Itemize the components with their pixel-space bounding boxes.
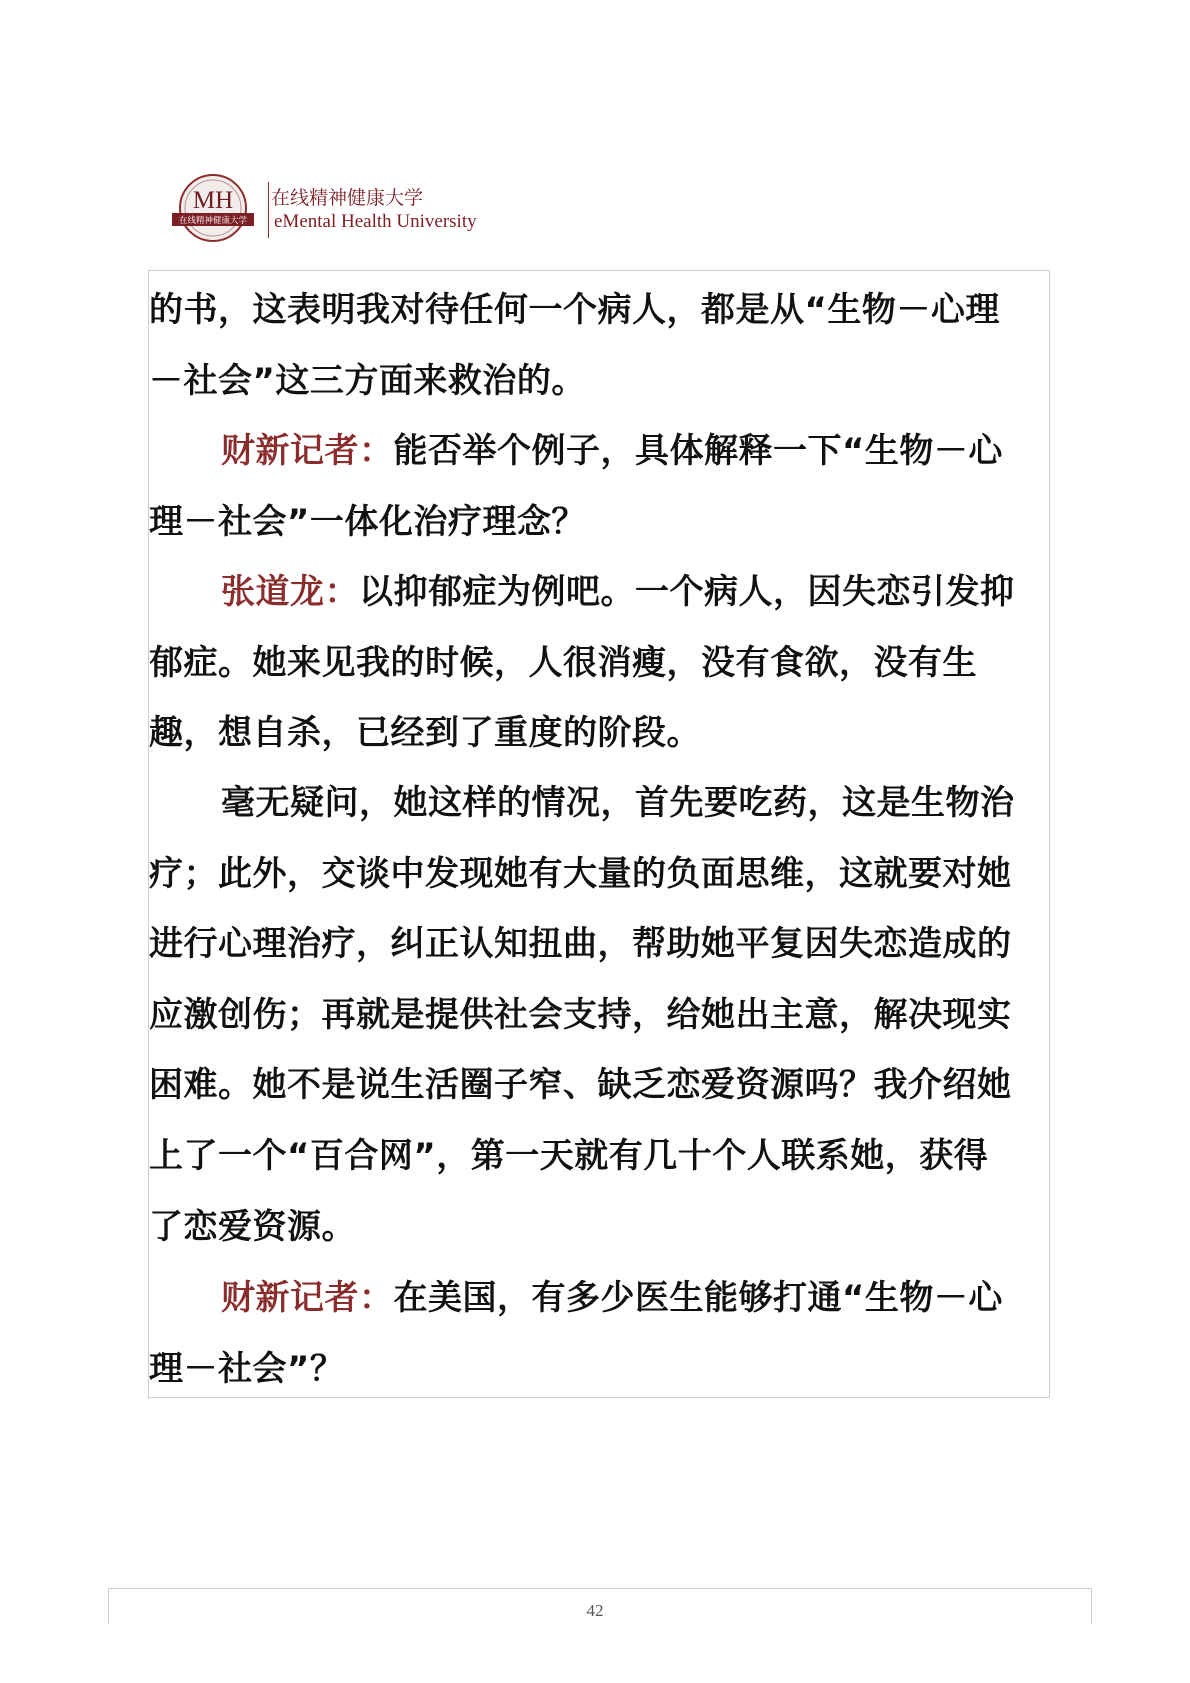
answer-paragraph [149,557,1021,769]
question-text: 能否举个例子，具体解释一下“生物－心理－社会”一体化治疗理念？ [149,431,1003,542]
speaker-label-reporter-2: 财新记者： [221,1278,394,1318]
logo-monogram: MH [192,187,234,214]
university-name-cn: 在线精神健康大学 [271,187,424,209]
speaker-label-zhang: 张道龙： [221,572,359,612]
question-text-2: 在美国，有多少医生能够打通“生物－心理－社会”？ [149,1278,1003,1389]
paragraph-continued: 的书，这表明我对待任何一个病人，都是从“生物－心理－社会”这三方面来救治的。 [149,290,1000,401]
answer-text: 以抑郁症为例吧。一个病人，因失恋引发抑郁症。她来见我的时候，人很消瘦，没有食欲，没有生趣，想自杀，已经到了重度的阶段。 [149,572,1015,754]
footer-rule [108,1588,1092,1589]
logo-ribbon-text: 在线精神健康大学 [178,216,248,226]
article-body [148,270,1050,1398]
speaker-label-reporter: 财新记者： [221,431,394,471]
university-logo [170,172,256,248]
question-paragraph-2 [149,1263,1021,1404]
university-name-en: eMental Health University [274,211,477,232]
brand-divider [268,182,269,238]
question-paragraph [149,416,1021,557]
answer-paragraph-2: 毫无疑问，她这样的情况，首先要吃药，这是生物治疗；此外，交谈中发现她有大量的负面思维，这就要对她进行心理治疗，纠正认知扭曲，帮助她平复因失恋造成的应激创伤；再就是提供社会支持，给她出主意，解决现实困难。她不是说生活圈子窄、缺乏恋爱资源吗？我介绍她上了一个“百合网”，第一天就有几十个人联系她，获得了恋爱资源。 [149,783,1015,1247]
page-number: 42 [586,1601,604,1620]
